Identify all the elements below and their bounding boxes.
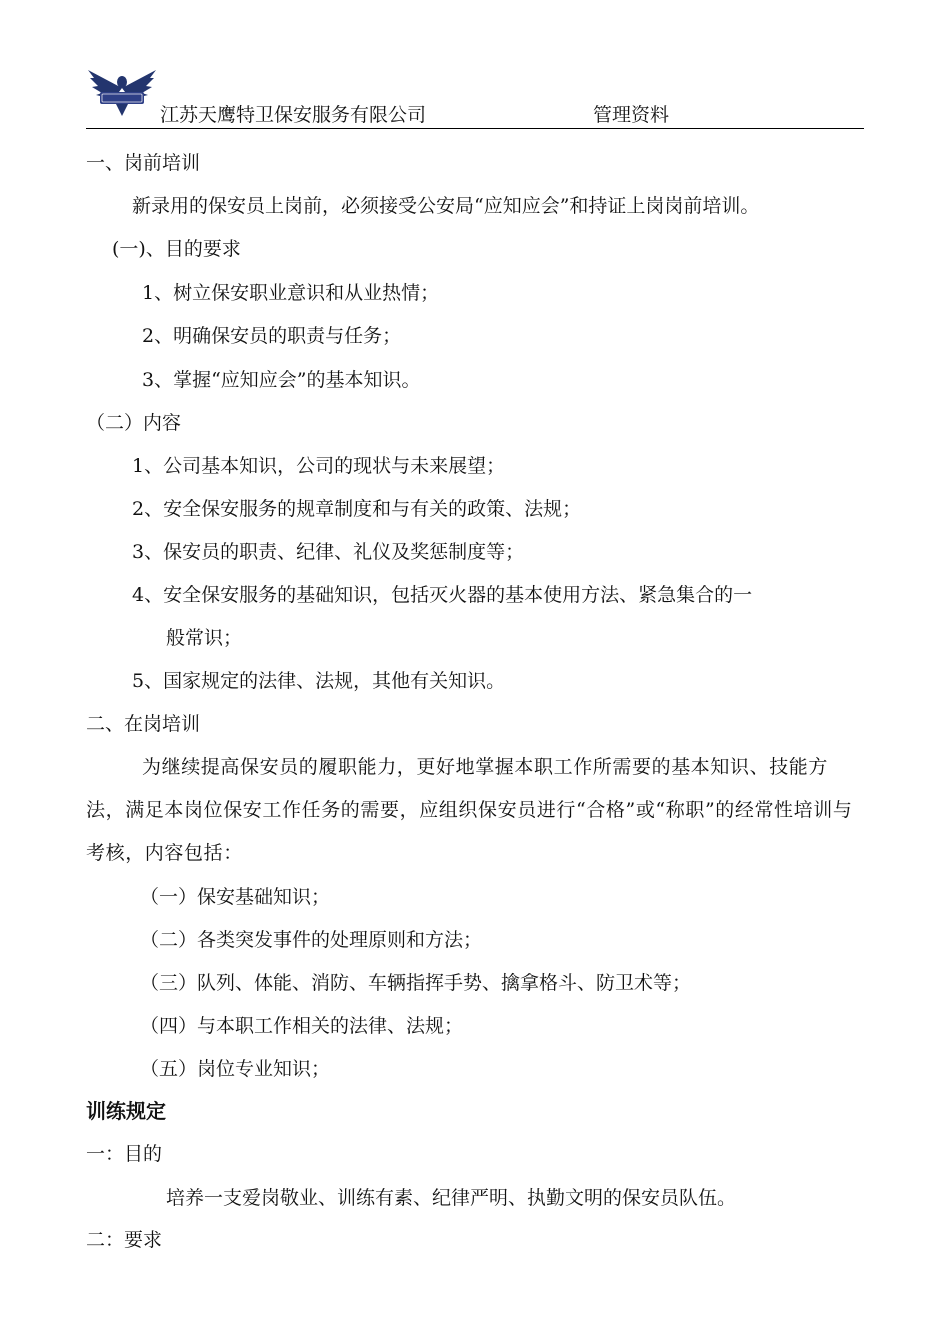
list-item: （四）与本职工作相关的法律、法规； bbox=[140, 1015, 464, 1037]
list-item: 4、安全保安服务的基础知识，包括灭火器的基本使用方法、紧急集合的一 bbox=[132, 584, 753, 606]
list-item-continuation: 般常识； bbox=[166, 627, 243, 649]
list-item: 3、保安员的职责、纪律、礼仪及奖惩制度等； bbox=[132, 541, 525, 563]
list-item: 2、明确保安员的职责与任务； bbox=[142, 325, 402, 347]
list-item: （五）岗位专业知识； bbox=[140, 1058, 331, 1080]
list-item: 3、掌握“应知应会”的基本知识。 bbox=[142, 369, 421, 391]
list-item: （三）队列、体能、消防、车辆指挥手势、擒拿格斗、防卫术等； bbox=[140, 972, 692, 994]
header-divider bbox=[86, 128, 864, 129]
section-title: 二、在岗培训 bbox=[86, 713, 201, 735]
list-item: 2、安全保安服务的规章制度和与有关的政策、法规； bbox=[132, 498, 582, 520]
list-item: （二）各类突发事件的处理原则和方法； bbox=[140, 929, 483, 951]
eagle-badge-icon bbox=[86, 66, 158, 118]
header-doc-tag: 管理资料 bbox=[593, 104, 670, 126]
list-item: 1、公司基本知识，公司的现状与未来展望； bbox=[132, 455, 506, 477]
section-paragraph: 为继续提高保安员的履职能力，更好地掌握本职工作所需要的基本知识、技能方法，满足本岗位保安工作任务的需要，应组织保安员进行“合格”或“称职”的经常性培训与考核，内容包括： bbox=[86, 756, 853, 864]
subsection-title: (一)、目的要求 bbox=[112, 238, 241, 260]
list-item: （一）保安基础知识； bbox=[140, 886, 331, 908]
subsection-title: 一：目的 bbox=[86, 1143, 163, 1165]
header-company-name: 江苏天鹰特卫保安服务有限公司 bbox=[160, 104, 427, 126]
goal-text: 培养一支爱岗敬业、训练有素、纪律严明、执勤文明的保安员队伍。 bbox=[166, 1187, 737, 1209]
section-title: 一、岗前培训 bbox=[86, 152, 201, 174]
list-item: 5、国家规定的法律、法规，其他有关知识。 bbox=[132, 670, 506, 692]
list-item: 1、树立保安职业意识和从业热情； bbox=[142, 282, 440, 304]
training-heading: 训练规定 bbox=[86, 1099, 166, 1123]
section-intro: 新录用的保安员上岗前，必须接受公安局“应知应会”和持证上岗岗前培训。 bbox=[132, 195, 760, 217]
subsection-title: （二）内容 bbox=[86, 412, 182, 434]
subsection-title: 二：要求 bbox=[86, 1229, 163, 1251]
